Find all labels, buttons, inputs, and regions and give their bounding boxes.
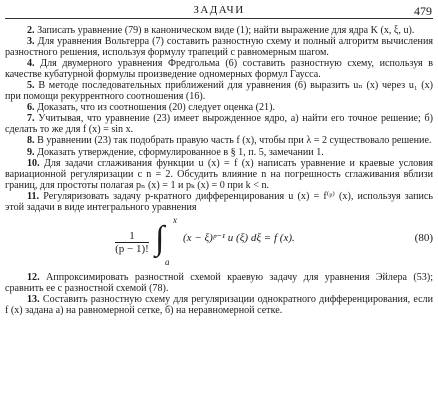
- header-rule: [5, 18, 433, 19]
- page-number: 479: [414, 4, 432, 18]
- problem-list: [5, 25, 433, 316]
- problem-text: Записать уравнение (79) в каноническом виде (1); найти выражение для ядра K (x, ξ, u).: [37, 25, 415, 36]
- fraction-denominator: (p − 1)!: [115, 242, 149, 255]
- problem-5: [5, 80, 433, 102]
- problem-number: 11.: [27, 190, 40, 202]
- problem-10: [5, 158, 433, 191]
- problem-number: 8.: [27, 135, 35, 147]
- problem-text: Для двумерного уравнения Фредгольма (6) составить разностную схему, используя в качестве кубатурной формулы произведение одномерных формул Гаусса.: [5, 58, 433, 81]
- running-head: [0, 4, 438, 18]
- problem-number: 13.: [27, 293, 40, 305]
- integrand: (x − ξ)ᵖ⁻¹ u (ξ) dξ = f (x).: [183, 231, 295, 244]
- problem-11: [5, 191, 433, 213]
- integral-lower-limit: a: [165, 256, 170, 267]
- problem-2: [5, 25, 433, 36]
- fraction: [115, 230, 149, 256]
- problem-8: [5, 135, 433, 146]
- integral-upper-limit: x: [173, 214, 177, 225]
- equation-number: (80): [414, 231, 433, 244]
- problem-number: 7.: [27, 113, 35, 125]
- problem-3: [5, 36, 433, 58]
- problem-9: [5, 147, 433, 158]
- problem-13: [5, 294, 433, 316]
- problem-text: Доказать утверждение, сформулированное в § 1, п. 5, замечании 1.: [37, 146, 324, 158]
- problem-number: 10.: [27, 157, 40, 169]
- integral-equation: [5, 214, 433, 269]
- problem-12: [5, 272, 433, 294]
- problem-number: 5.: [27, 80, 35, 92]
- problem-text: Аппроксимировать разностной схемой краевую задачу для уравнения Эйлера (53); сравнить ее с разностной схемой (78).: [5, 271, 433, 294]
- problem-text: Доказать, что из соотношения (20) следует оценка (21).: [37, 102, 275, 114]
- problem-number: 9.: [27, 146, 35, 158]
- problem-text: Для уравнения Вольтерра (7) составить разностную схему и полный алгоритм вычисления разностного решения, используя формулу трапеций с равномерным шагом.: [5, 36, 434, 59]
- problem-text: Регуляризовать задачу p-кратного дифференцирования u (x) = f⁽ᵖ⁾ (x), используя запись этой задачи в виде интегрального уравнения: [5, 190, 433, 213]
- problem-text: Учитывая, что уравнение (23) имеет вырожденное ядро, а) найти его точное решение; б) сделать то же для f (x) = sin x.: [5, 113, 433, 136]
- problem-number: 6.: [27, 102, 35, 114]
- problem-7: [5, 113, 433, 135]
- running-title: ЗАДАЧИ: [193, 4, 245, 16]
- fraction-numerator: 1: [115, 230, 149, 243]
- problem-text: В методе последовательных приближений для уравнения (6) выразить uₙ (x) через u₁ (x) при помощи рекуррентного соотношения (16).: [5, 80, 433, 103]
- problem-number: 3.: [27, 36, 35, 48]
- problem-number: 4.: [27, 58, 35, 70]
- problem-4: [5, 58, 433, 80]
- problem-text: В уравнении (23) так подобрать правую часть f (x), чтобы при λ = 2 существовало решение.: [37, 135, 432, 147]
- problem-text: Для задачи сглаживания функции u (x) = f (x) написать уравнение и краевые условия вариационной регуляризации с n = 2. Обсудить влияние n на погрешность сглаживания вблизи границ, для простоты полагая pₙ (x) = 1 и pₖ (x) = 0 при k < n.: [5, 157, 433, 191]
- problem-number: 12.: [27, 271, 40, 283]
- integral-sign: ∫: [155, 219, 165, 257]
- problem-number: 2.: [27, 25, 35, 36]
- problem-6: [5, 102, 433, 113]
- problem-text: Составить разностную схему для регуляризации однократного дифференцирования, если f (x) задана а) на равномерной сетке, б) на неравномерной сетке.: [5, 293, 433, 316]
